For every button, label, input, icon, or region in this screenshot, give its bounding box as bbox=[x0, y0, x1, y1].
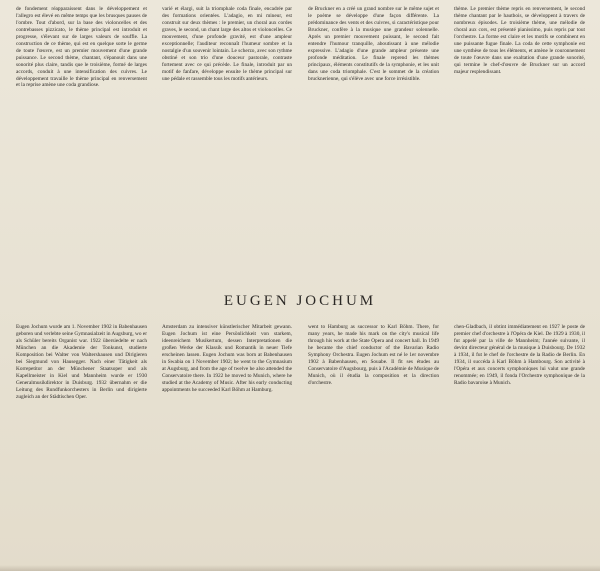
paragraph: thème. Le premier thème repris en renversement, le second thème chantant par le hautbois, se développent à travers de nombreux épisodes. Le troisième thème, une mélodie de choral aux cors, est présenté pianissimo, puis repris par tout l'orchestre. La forme est claire et les motifs se combinent en une puissante fugue finale. La coda de cette symphonie est une synthèse de tous les éléments, et amène le couronnement de toute l'œuvre dans une exaltation d'une grande sonorité, qui termine le chef-d'œuvre de Bruckner sur un accord majeur resplendissant. bbox=[454, 6, 585, 75]
liner-notes-column bbox=[308, 6, 439, 278]
biography-column bbox=[308, 324, 439, 564]
paragraph: de fondement réapparaissent dans le développement et l'allegro est élevé en même temps que les brusques pauses de l'ombre. Tout d'abord, sur la base des violoncelles et des contrebasses pizzicato, le thème principal est introduit et progresse, s'élevant sur de larges valeurs de souffle. La construction de ce thème, qui est en quelque sorte le germe de toute l'œuvre, est un premier mouvement d'une grande puissance. Le second thème, chantant, s'épanouit dans une sonorité plus claire, tandis que le troisième, formé de larges accords, conduit à une intensification des cuivres. Le développement travaille le thème principal en renversement et la reprise amène une coda grandiose. bbox=[16, 6, 147, 89]
biography-column bbox=[162, 324, 292, 564]
biography-column bbox=[454, 324, 585, 564]
paragraph: chen-Gladbach, il obtint immédiatement en 1927 le poste de premier chef d'orchestre à l'Opéra de Kiel. De 1929 à 1930, il fut appelé par la ville de Mannheim; l'année suivante, il devint directeur général de la musique à Duisbourg. De 1932 à 1934, il fut le chef de l'orchestre de la Radio de Berlin. En 1934, il succéda à Karl Böhm à Hambourg. Son activité à l'Opéra et aux concerts symphoniques lui valut une grande renommée; en 1949, il fonda l'Orchestre symphonique de la Radio bavaroise à Munich. bbox=[454, 324, 585, 386]
page-edge-shadow bbox=[0, 565, 600, 571]
paragraph: varié et élargi, suit la triomphale coda finale, encadrée par des formations orientées. L'adagio, en mi mineur, est construit sur deux thèmes : le premier, un choral aux cordes graves, le second, un chant large des altos et violoncelles. Ce mouvement, d'une profonde gravité, est d'une ampleur exceptionnelle; l'auditeur reconnaît l'humeur sombre et la nostalgie d'un souvenir lointain. Le scherzo, avec son rythme obstiné et son trio d'une douceur pastorale, contraste fortement avec ce qui précède. Le finale, introduit par un motif de fanfare, développe ensuite le thème principal sur une pédale et rassemble tous les motifs antérieurs. bbox=[162, 6, 292, 82]
paragraph: went to Hamburg as successor to Karl Böhm. There, for many years, he made his mark on the city's musical life through his work at the State Opera and concert hall. In 1949 he became the chief conductor of the Bavarian Radio Symphony Orchestra. Eugen Jochum est né le 1er novembre 1902 à Babenhausen, en Souabe. Il fit ses études au Conservatoire d'Augsbourg, puis à l'Académie de Musique de Munich, où il étudia la composition et la direction d'orchestre. bbox=[308, 324, 439, 386]
liner-notes-column bbox=[162, 6, 292, 278]
paragraph: de Bruckner en a créé un grand nombre sur le même sujet et le poème se développe d'une façon différente. La prédominance des vents et des cuivres, si caractéristique pour Bruckner, confère à la musique une grandeur solennelle. Après un premier mouvement puissant, le second fait entendre l'humour tranquille, aboutissant à une mélodie expressive. L'adagio d'une grande ampleur présente une profonde méditation. Le finale reprend les thèmes principaux, éléments constitutifs de la symphonie, et les unit dans une coda triomphale. C'est le sommet de la création brucknerienne, qui s'élève avec une force irrésistible. bbox=[308, 6, 439, 82]
liner-notes-column bbox=[16, 6, 147, 278]
biography-column bbox=[16, 324, 147, 564]
section-title: EUGEN JOCHUM bbox=[223, 293, 377, 309]
paragraph: Amsterdam zu intensiver künstlerischer Mitarbeit gewann. Eugen Jochum ist eine Persönlichkeit von starkem, ideenreichem Musikertum, dessen Interpretationen die großen Werke der Klassik und Romantik in neuer Tiefe erscheinen lassen. Eugen Jochum was born at Babenhausen in Swabia on 1 November 1902; he went to the Gymnasium at Augsburg, and from the age of twelve he also attended the Conservatoire there. In 1922 he moved to Munich, where he studied at the Academy of Music. After his early conducting appointments he succeeded Karl Böhm at Hamburg. bbox=[162, 324, 292, 393]
liner-notes-column bbox=[454, 6, 585, 278]
paragraph: Eugen Jochum wurde am 1. November 1902 in Babenhausen geboren und verlebte seine Gymnasialzeit in Augsburg, wo er als Schüler bereits Organist war. 1922 übersiedelte er nach München an die Akademie der Tonkunst, studierte Komposition bei Walter von Waltershausen und Dirigieren bei Siegmund von Hausegger. Nach einer Tätigkeit als Korrepetitor an der Münchener Staatsoper und als Kapellmeister in Kiel und Mannheim wurde er 1930 Generalmusikdirektor in Duisburg. 1932 übernahm er die Leitung des Rundfunkorchesters in Berlin und dirigierte zugleich an der Städtischen Oper. bbox=[16, 324, 147, 400]
